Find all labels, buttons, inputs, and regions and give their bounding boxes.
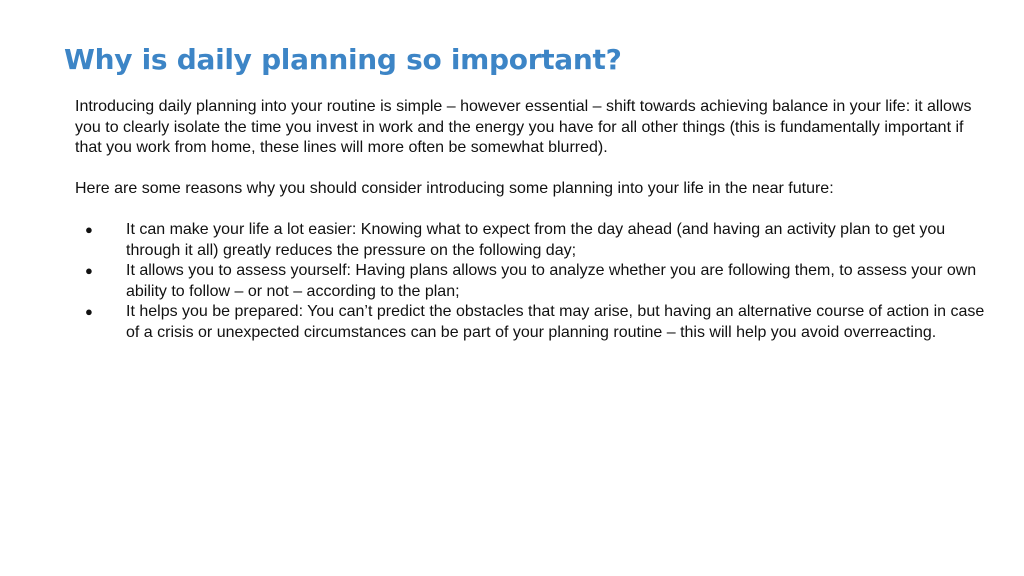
reasons-list-item	[75, 302, 987, 343]
reasons-lead-paragraph: Here are some reasons why you should consider introducing some planning into your life in the near future:	[75, 180, 834, 197]
reasons-list-item-text: It can make your life a lot easier: Knowing what to expect from the day ahead (and having an activity plan to get you through it all) greatly reduces the pressure on the following day;	[126, 221, 946, 259]
reasons-list-item	[75, 261, 987, 302]
bullet-icon: ●	[85, 304, 93, 319]
reasons-list-item	[75, 220, 987, 261]
reasons-list-item-text: It helps you be prepared: You can’t predict the obstacles that may arise, but having an alternative course of action in case of a crisis or unexpected circumstances can be part of your planning routine – this will help you avoid overreacting.	[126, 303, 985, 341]
reasons-list	[75, 220, 987, 343]
intro-paragraph: Introducing daily planning into your routine is simple – however essential – shift towards achieving balance in your life: it allows you to clearly isolate the time you invest in work and the energy you have for all other things (this is fundamentally important if that you work from home, these lines will more often be somewhat blurred).	[75, 98, 972, 156]
slide-title: Why is daily planning so important?	[64, 43, 622, 76]
paragraph-spacer	[75, 159, 987, 180]
reasons-list-item-text: It allows you to assess yourself: Having plans allows you to analyze whether you are following them, to assess your own ability to follow – or not – according to the plan;	[126, 262, 977, 300]
bullet-icon: ●	[85, 222, 93, 237]
paragraph-spacer	[75, 200, 987, 221]
slide-body	[75, 97, 987, 343]
bullet-icon: ●	[85, 263, 93, 278]
